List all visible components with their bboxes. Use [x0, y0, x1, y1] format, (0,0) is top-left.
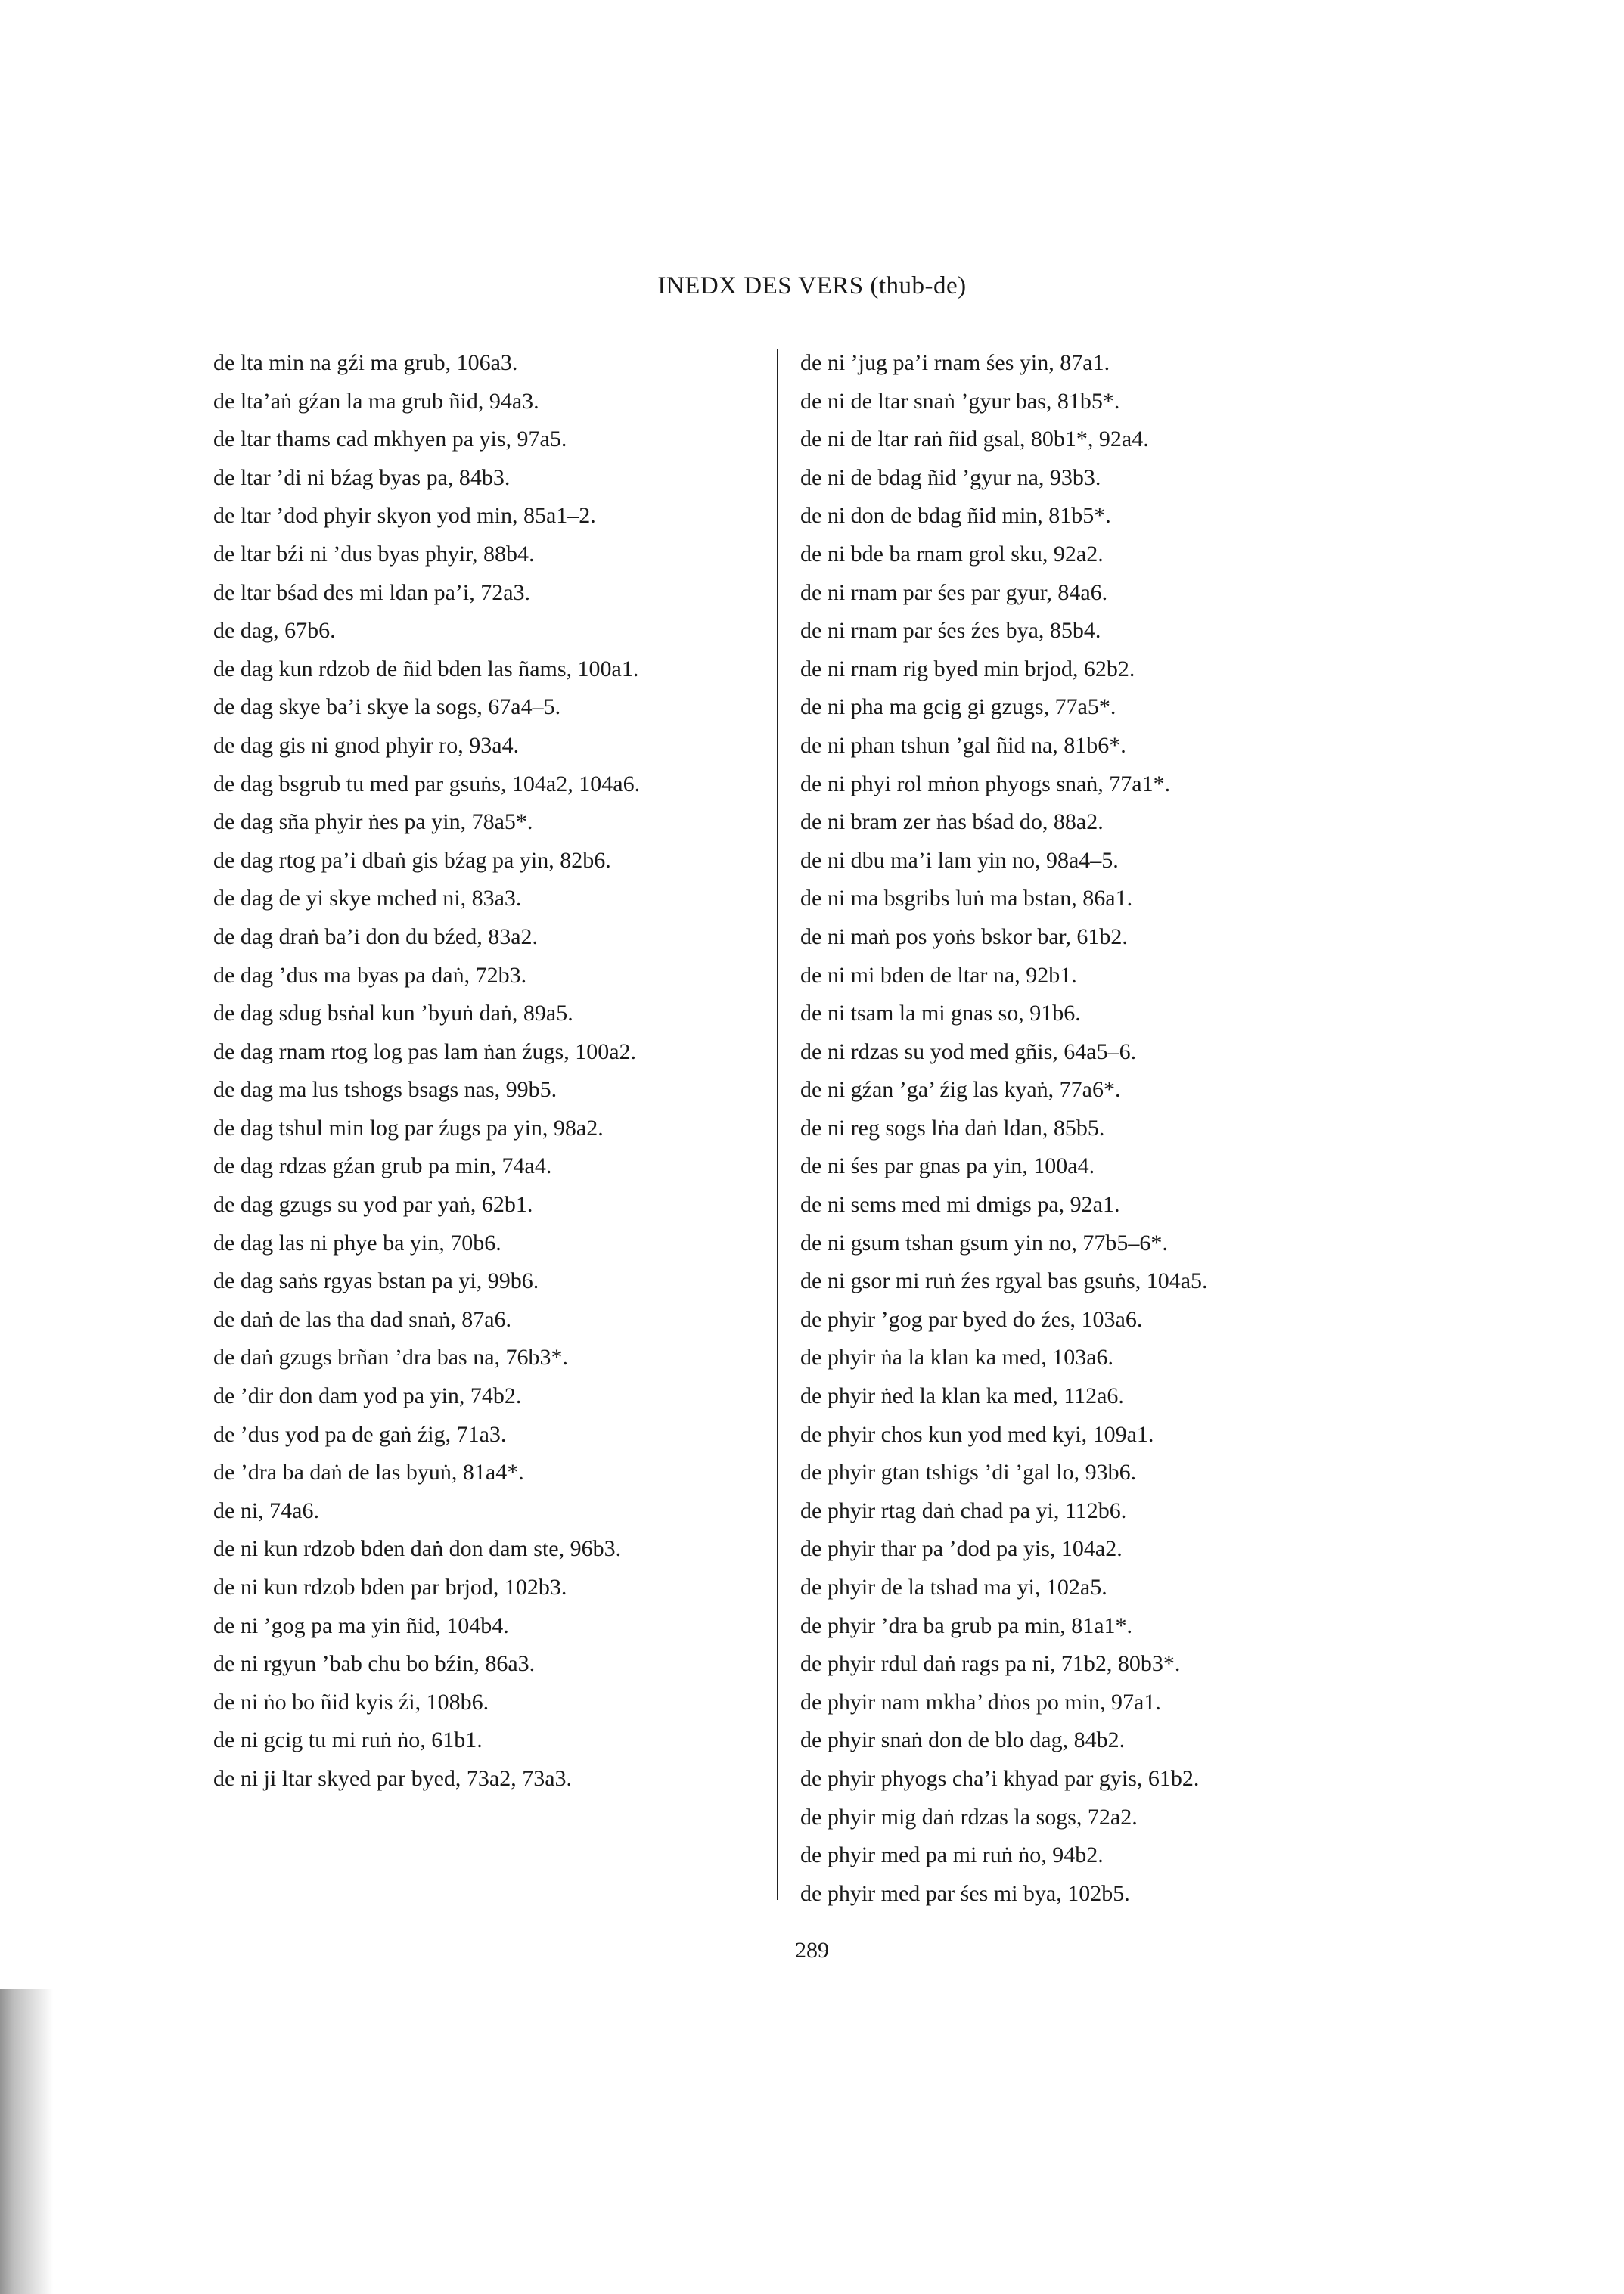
- index-entry: de ni bram zer ṅas bśad do, 88a2.: [800, 809, 1104, 835]
- index-entry: de phyir thar pa ’dod pa yis, 104a2.: [800, 1536, 1123, 1562]
- index-entry: de ni rnam par śes źes bya, 85b4.: [800, 618, 1101, 644]
- index-entry: de ni gźan ’ga’ źig las kyaṅ, 77a6*.: [800, 1077, 1121, 1103]
- index-entry: de ni phan tshun ’gal ñid na, 81b6*.: [800, 732, 1126, 758]
- index-entry: de dag gis ni gnod phyir ro, 93a4.: [213, 732, 520, 758]
- index-entry: de ni don de bdag ñid min, 81b5*.: [800, 503, 1111, 529]
- index-entry: de ni rgyun ’bab chu bo bźin, 86a3.: [213, 1651, 536, 1677]
- index-entry: de dag ma lus tshogs bsags nas, 99b5.: [213, 1077, 557, 1103]
- index-entry: de dag, 67b6.: [213, 618, 336, 644]
- index-entry: de phyir chos kun yod med kyi, 109a1.: [800, 1421, 1154, 1447]
- index-entry: de dag ’dus ma byas pa daṅ, 72b3.: [213, 962, 527, 988]
- index-entry: de phyir nam mkha’ dṅos po min, 97a1.: [800, 1689, 1161, 1715]
- index-entry: de phyir med pa mi ruṅ ṅo, 94b2.: [800, 1842, 1104, 1868]
- index-entry: de ltar ’di ni bźag byas pa, 84b3.: [213, 464, 511, 490]
- index-entry: de dag las ni phye ba yin, 70b6.: [213, 1230, 501, 1256]
- index-entry: de ’dus yod pa de gaṅ źig, 71a3.: [213, 1421, 507, 1447]
- index-entry: de dag kun rdzob de ñid bden las ñams, 100a1.: [213, 656, 639, 681]
- index-entry: de ni ma bsgribs luṅ ma bstan, 86a1.: [800, 886, 1133, 911]
- index-entry: de ni dbu ma’i lam yin no, 98a4–5.: [800, 847, 1119, 873]
- index-entry: de ni reg sogs lṅa daṅ ldan, 85b5.: [800, 1115, 1105, 1141]
- index-entry: de dag gzugs su yod par yaṅ, 62b1.: [213, 1192, 533, 1218]
- index-entry: de ’dir don dam yod pa yin, 74b2.: [213, 1383, 522, 1409]
- index-entry: de ni mi bden de ltar na, 92b1.: [800, 962, 1077, 988]
- scan-binding-edge: [0, 1989, 53, 2294]
- index-entry: de ni gsor mi ruṅ źes rgyal bas gsuṅs, 104a5.: [800, 1268, 1208, 1294]
- index-entry: de ni kun rdzob bden par brjod, 102b3.: [213, 1575, 567, 1600]
- index-entry: de ni rnam par śes par gyur, 84a6.: [800, 579, 1108, 605]
- index-entry: de dag skye ba’i skye la sogs, 67a4–5.: [213, 694, 561, 720]
- index-entry: de phyir ṅa la klan ka med, 103a6.: [800, 1345, 1114, 1371]
- index-entry: de phyir ’gog par byed do źes, 103a6.: [800, 1306, 1143, 1332]
- index-entry: de ltar ’dod phyir skyon yod min, 85a1–2.: [213, 503, 596, 529]
- index-entry: de ni ’gog pa ma yin ñid, 104b4.: [213, 1613, 509, 1638]
- index-entry: de dag draṅ ba’i don du bźed, 83a2.: [213, 923, 539, 949]
- index-entry: de ni de ltar snaṅ ’gyur bas, 81b5*.: [800, 388, 1120, 414]
- index-entry: de dag sdug bsṅal kun ’byuṅ daṅ, 89a5.: [213, 1001, 573, 1026]
- index-entry: de ni kun rdzob bden daṅ don dam ste, 96b3.: [213, 1536, 622, 1562]
- index-entry: de daṅ de las tha dad snaṅ, 87a6.: [213, 1306, 512, 1332]
- index-entry: de dag tshul min log par źugs pa yin, 98a2.: [213, 1115, 604, 1141]
- page-number: 289: [795, 1938, 829, 1963]
- index-entry: de phyir snaṅ don de blo dag, 84b2.: [800, 1727, 1126, 1753]
- index-entry: de ltar bśad des mi ldan pa’i, 72a3.: [213, 579, 531, 605]
- index-entry: de ni de ltar raṅ ñid gsal, 80b1*, 92a4.: [800, 427, 1149, 452]
- page-title: INEDX DES VERS (thub-de): [657, 272, 967, 300]
- index-entry: de phyir phyogs cha’i khyad par gyis, 61b2.: [800, 1765, 1200, 1791]
- index-entry: de lta’aṅ gźan la ma grub ñid, 94a3.: [213, 388, 539, 414]
- index-entry: de phyir ’dra ba grub pa min, 81a1*.: [800, 1613, 1133, 1638]
- index-entry: de phyir gtan tshigs ’di ’gal lo, 93b6.: [800, 1460, 1137, 1485]
- index-entry: de ni bde ba rnam grol sku, 92a2.: [800, 541, 1104, 567]
- index-entry: de phyir rdul daṅ rags pa ni, 71b2, 80b3*.: [800, 1651, 1181, 1677]
- index-column-left: [213, 344, 773, 1799]
- index-entry: de dag bsgrub tu med par gsuṅs, 104a2, 104a6.: [213, 771, 641, 796]
- index-entry: de dag saṅs rgyas bstan pa yi, 99b6.: [213, 1268, 539, 1294]
- index-entry: de dag de yi skye mched ni, 83a3.: [213, 886, 522, 911]
- index-entry: de ni tsam la mi gnas so, 91b6.: [800, 1001, 1081, 1026]
- index-entry: de ltar thams cad mkhyen pa yis, 97a5.: [213, 427, 567, 452]
- index-entry: de dag rtog pa’i dbaṅ gis bźag pa yin, 82b6.: [213, 847, 611, 873]
- index-entry: de dag rnam rtog log pas lam ṅan źugs, 100a2.: [213, 1038, 637, 1064]
- index-entry: de ni gcig tu mi ruṅ ṅo, 61b1.: [213, 1727, 483, 1753]
- index-entry: de ni śes par gnas pa yin, 100a4.: [800, 1153, 1095, 1179]
- index-entry: de ltar bźi ni ’dus byas phyir, 88b4.: [213, 541, 535, 567]
- index-entry: de ni, 74a6.: [213, 1498, 319, 1523]
- index-entry: de phyir ṅed la klan ka med, 112a6.: [800, 1383, 1124, 1409]
- index-entry: de ni rnam rig byed min brjod, 62b2.: [800, 656, 1135, 681]
- index-entry: de ’dra ba daṅ de las byuṅ, 81a4*.: [213, 1460, 524, 1485]
- index-entry: de ni pha ma gcig gi gzugs, 77a5*.: [800, 694, 1116, 720]
- index-entry: de dag rdzas gźan grub pa min, 74a4.: [213, 1153, 552, 1179]
- index-entry: de lta min na gźi ma grub, 106a3.: [213, 350, 518, 375]
- index-entry: de ni rdzas su yod med gñis, 64a5–6.: [800, 1038, 1137, 1064]
- index-entry: de phyir mig daṅ rdzas la sogs, 72a2.: [800, 1804, 1138, 1830]
- index-entry: de ni sems med mi dmigs pa, 92a1.: [800, 1192, 1120, 1218]
- column-divider: [777, 349, 778, 1900]
- index-entry: de ni maṅ pos yoṅs bskor bar, 61b2.: [800, 923, 1128, 949]
- index-entry: de ni ṅo bo ñid kyis źi, 108b6.: [213, 1689, 489, 1715]
- index-column-right: [800, 344, 1375, 1913]
- index-entry: de ni ji ltar skyed par byed, 73a2, 73a3.: [213, 1765, 573, 1791]
- index-entry: de daṅ gzugs brñan ’dra bas na, 76b3*.: [213, 1345, 569, 1371]
- index-entry: de phyir med par śes mi bya, 102b5.: [800, 1880, 1130, 1906]
- index-entry: de dag sña phyir ṅes pa yin, 78a5*.: [213, 809, 533, 835]
- index-entry: de ni phyi rol mṅon phyogs snaṅ, 77a1*.: [800, 771, 1171, 796]
- index-entry: de ni gsum tshan gsum yin no, 77b5–6*.: [800, 1230, 1168, 1256]
- index-entry: de ni ’jug pa’i rnam śes yin, 87a1.: [800, 350, 1110, 375]
- index-entry: de phyir rtag daṅ chad pa yi, 112b6.: [800, 1498, 1127, 1523]
- index-entry: de ni de bdag ñid ’gyur na, 93b3.: [800, 464, 1101, 490]
- index-entry: de phyir de la tshad ma yi, 102a5.: [800, 1575, 1107, 1600]
